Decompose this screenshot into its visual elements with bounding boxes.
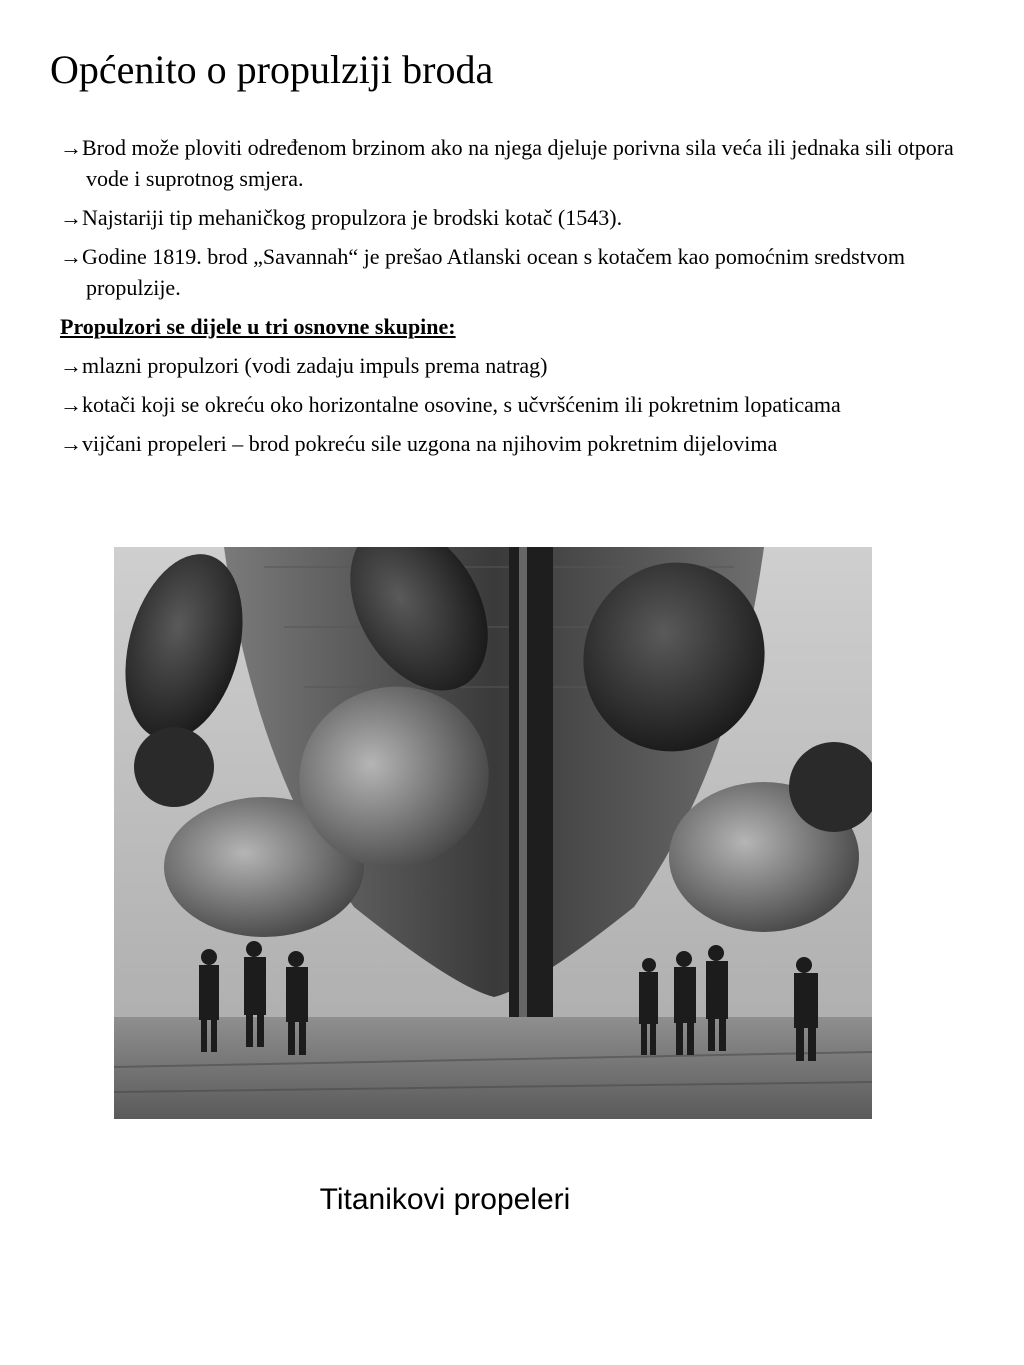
bullet-item: →Najstariji tip mehaničkog propulzora je brodski kotač (1543).: [60, 205, 623, 230]
titanic-propellers-photo: [114, 547, 872, 1119]
bullet-item: →vijčani propeleri – brod pokreću sile uzgona na njihovim pokretnim dijelovima: [60, 431, 778, 456]
photo-caption: Titanikovi propeleri: [319, 1183, 571, 1216]
photo-illustration: [114, 547, 872, 1119]
bullet-item: →mlazni propulzori (vodi zadaju impuls prema natrag): [60, 353, 548, 378]
bullet-item: →Brod može ploviti određenom brzinom ako na njega djeluje porivna sila veća ili jednaka sili otpora vode i suprotnog smjera.: [60, 135, 954, 191]
bullet-item: →Godine 1819. brod „Savannah“ je prešao Atlanski ocean s kotačem kao pomoćnim sredstvom propulzije.: [60, 244, 905, 300]
page-title: Općenito o propulziji broda: [50, 47, 494, 92]
section-heading: Propulzori se dijele u tri osnovne skupine:: [60, 314, 456, 339]
bullet-item: →kotači koji se okreću oko horizontalne osovine, s učvršćenim ili pokretnim lopaticama: [60, 392, 841, 417]
content-body: [60, 132, 960, 467]
